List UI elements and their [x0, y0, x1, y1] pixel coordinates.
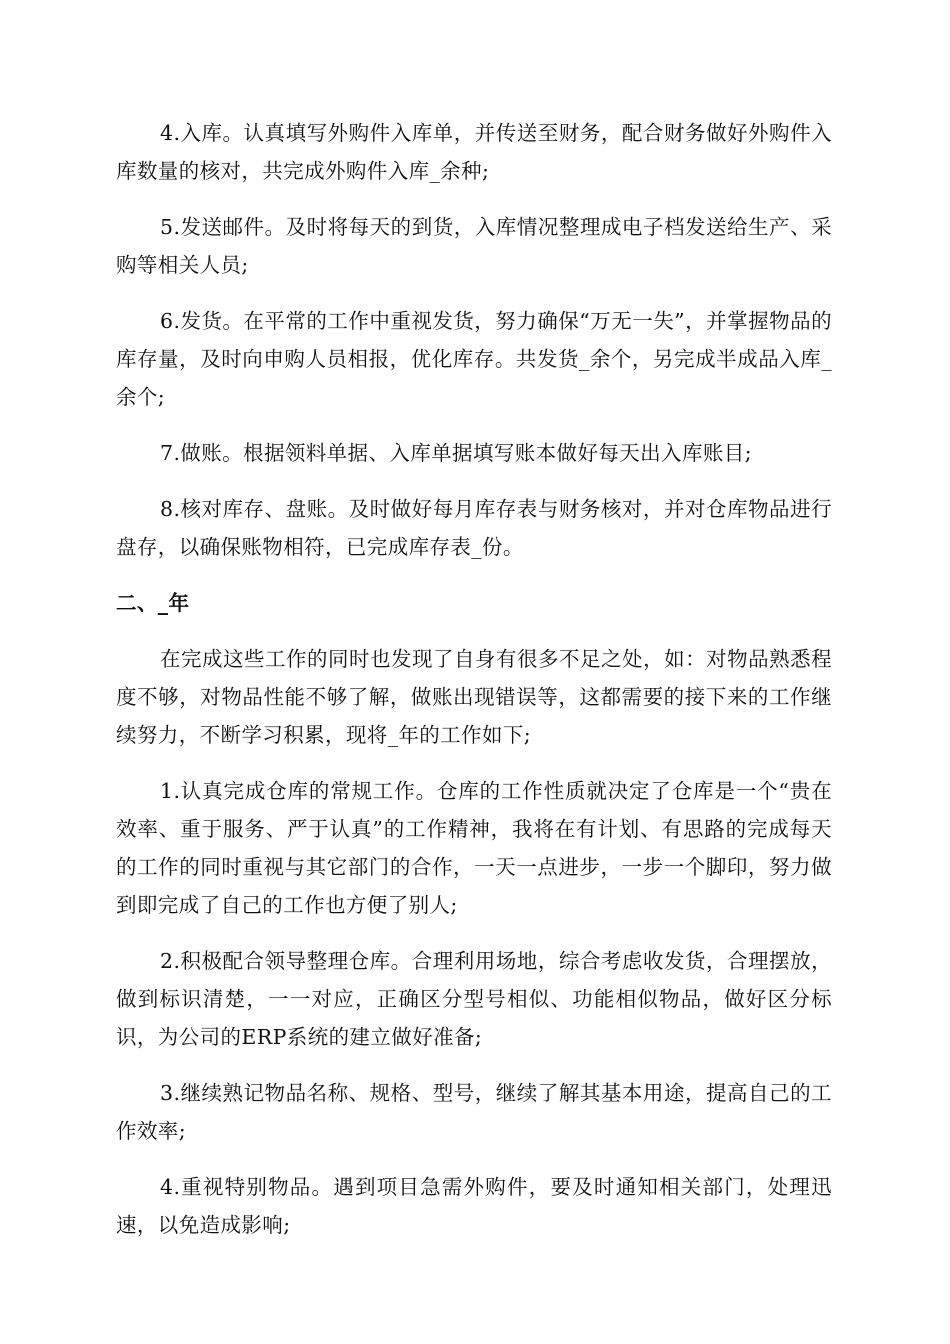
paragraph-shipping: 6.发货。在平常的工作中重视发货，努力确保“万无一失”，并掌握物品的库存量，及时向申购人员相报，优化库存。共发货_余个，另完成半成品入库_余个; [116, 309, 832, 409]
paragraph-organize-warehouse: 2.积极配合领导整理仓库。合理利用场地，综合考虑收发货，合理摆放，做到标识清楚，一一对应，正确区分型号相似、功能相似物品，做好区分标识，为公司的ERP系统的建立做好准备; [116, 949, 832, 1049]
paragraph-send-email: 5.发送邮件。及时将每天的到货，入库情况整理成电子档发送给生产、采购等相关人员; [116, 215, 832, 277]
paragraph-intro: 在完成这些工作的同时也发现了自身有很多不足之处，如：对物品熟悉程度不够，对物品性能不够了解，做账出现错误等，这都需要的接下来的工作继续努力，不断学习积累，现将_年的工作如下; [116, 647, 832, 747]
document-body [116, 114, 832, 1262]
paragraph-special-items: 4.重视特别物品。遇到项目急需外购件，要及时通知相关部门，处理迅速，以免造成影响; [116, 1175, 832, 1237]
section-heading: 二、_年 [116, 591, 190, 615]
paragraph-inventory-check: 8.核对库存、盘账。及时做好每月库存表与财务核对，并对仓库物品进行盘存，以确保账物相符，已完成库存表_份。 [116, 497, 832, 559]
paragraph-routine-work: 1.认真完成仓库的常规工作。仓库的工作性质就决定了仓库是一个“贵在效率、重于服务、严于认真”的工作精神，我将在有计划、有思路的完成每天的工作的同时重视与其它部门的合作，一天一点进步，一步一个脚印，努力做到即完成了自己的工作也方便了别人; [116, 779, 832, 917]
paragraph-memorize-items: 3.继续熟记物品名称、规格、型号，继续了解其基本用途，提高自己的工作效率; [116, 1081, 832, 1143]
paragraph-bookkeeping: 7.做账。根据领料单据、入库单据填写账本做好每天出入库账目; [160, 441, 752, 465]
paragraph-inbound: 4.入库。认真填写外购件入库单，并传送至财务，配合财务做好外购件入库数量的核对，共完成外购件入库_余种; [116, 121, 832, 183]
